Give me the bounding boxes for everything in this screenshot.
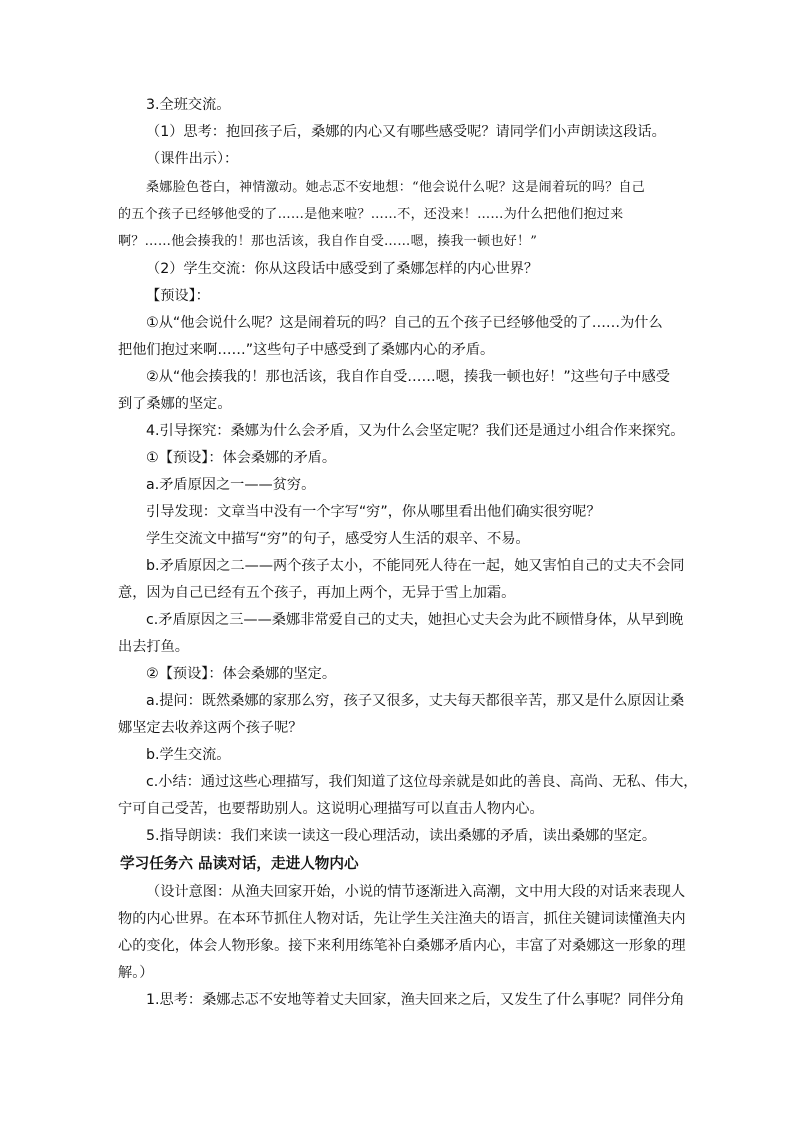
preset-2-line-2: 到了桑娜的坚定。 [118,396,232,412]
quote-line-3: 啊？……他会揍我的！那也活该，我自作自受……嗯，揍我一顿也好！” [118,234,538,249]
ask-line-1: a.提问：既然桑娜的家那么穷，孩子又很多，丈夫每天都很辛苦，那又是什么原因让桑 [146,693,685,709]
step-3-heading: 3.全班交流。 [146,97,231,113]
question-1: （1）思考：抱回孩子后，桑娜的内心又有哪些感受呢？请同学们小声朗读这段话。 [146,124,666,140]
preset-1-line-2: 把他们抱过来啊……”这些句子中感受到了桑娜内心的矛盾。 [118,342,495,358]
reason-c-line-1: c.矛盾原因之三——桑娜非常爱自己的丈夫，她担心丈夫会为此不顾惜身体，从早到晚 [146,612,684,628]
guide-discover: 引导发现：文章当中没有一个字写“穷”，你从哪里看出他们确实很穷呢？ [146,504,601,520]
design-intent-line-3: 心的变化，体会人物形象。接下来利用练笔补白桑娜矛盾内心，丰富了对桑娜这一形象的理 [118,938,686,954]
design-intent-line-2: 物的内心世界。在本环节抓住人物对话，先让学生关注渔夫的语言，抓住关键词读懂渔夫内 [118,911,686,927]
student-exchange: b.学生交流。 [146,747,231,763]
reason-a: a.矛盾原因之一——贫穷。 [146,477,316,493]
reason-c-line-2: 出去打鱼。 [118,639,189,655]
student-exchange-poor: 学生交流文中描写“穷”的句子，感受穷人生活的艰辛、不易。 [146,531,530,547]
quote-line-2: 的五个孩子已经够他受的了……是他来啦？……不，还没来！……为什么把他们抱过来 [118,207,624,222]
design-intent-line-1: （设计意图：从渔夫回家开始，小说的情节逐渐进入高潮，文中用大段的对话来表现人 [146,884,686,900]
step-5-heading: 5.指导朗读：我们来读一读这一段心理活动，读出桑娜的矛盾，读出桑娜的坚定。 [146,828,657,844]
design-intent-line-4: 解。） [118,965,154,981]
preset-1-line-1: ①从“他会说什么呢？这是闹着玩的吗？自己的五个孩子已经够他受的了……为什么 [146,315,663,331]
task-6-heading: 学习任务六 品读对话，走进人物内心 [120,855,359,872]
contradiction-preset: ①【预设】：体会桑娜的矛盾。 [146,450,337,466]
reason-b-line-2: 意，因为自己已经有五个孩子，再加上两个，无异于雪上加霜。 [118,585,516,601]
courseware-label: （课件出示）： [146,151,239,167]
ask-line-2: 娜坚定去收养这两个孩子呢？ [118,720,303,736]
step-4-heading: 4.引导探究：桑娜为什么会矛盾，又为什么会坚定呢？我们还是通过小组合作来探究。 [146,423,685,439]
quote-line-1: 桑娜脸色苍白，神情激动。她忐忑不安地想：“他会说什么呢？这是闹着玩的吗？自己 [146,180,646,195]
summary-line-1: c.小结：通过这些心理描写，我们知道了这位母亲就是如此的善良、高尚、无私、伟大， [146,774,698,790]
firmness-preset: ②【预设】：体会桑娜的坚定。 [146,666,337,682]
summary-line-2: 宁可自己受苦，也要帮助别人。这说明心理描写可以直击人物内心。 [118,801,544,817]
preset-label: 【预设】： [146,288,210,304]
preset-2-line-1: ②从“他会揍我的！那也活该，我自作自受……嗯，揍我一顿也好！”这些句子中感受 [146,369,670,385]
task-6-question-1: 1.思考：桑娜忐忑不安地等着丈夫回家，渔夫回来之后，又发生了什么事呢？同伴分角 [146,992,685,1008]
reason-b-line-1: b.矛盾原因之二——两个孩子太小，不能同死人待在一起，她又害怕自己的丈夫不会同 [146,558,685,574]
question-2: （2）学生交流：你从这段话中感受到了桑娜怎样的内心世界？ [146,261,539,277]
